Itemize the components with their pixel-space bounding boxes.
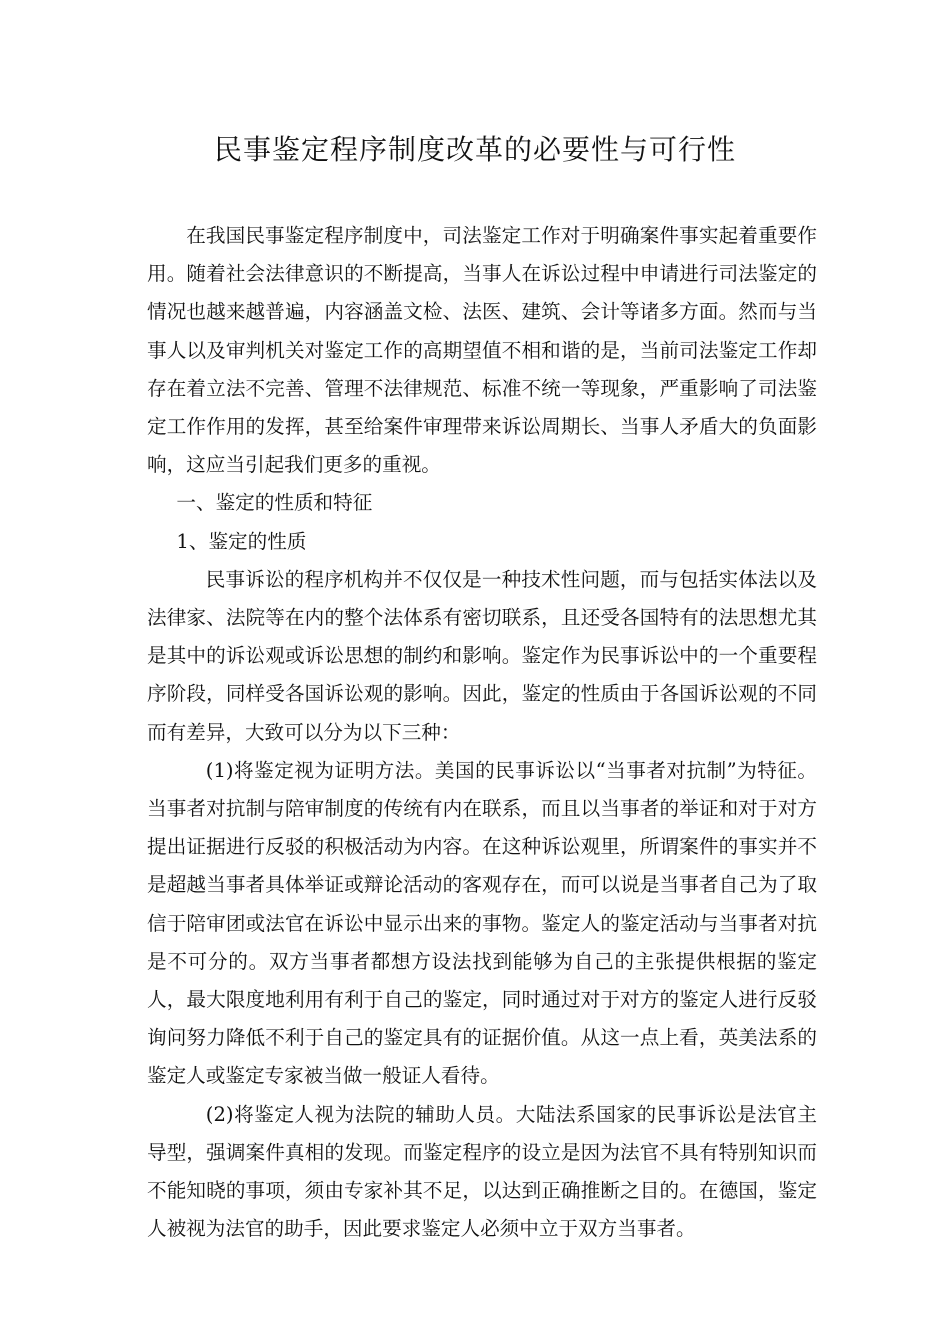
item-1-paragraph: (1)将鉴定视为证明方法。美国的民事诉讼以“当事者对抗制”为特征。当事者对抗制与陪审制度的传统有内在联系，而且以当事者的举证和对于对方提出证据进行反驳的积极活动为内容。在这种诉讼观里，所谓案件的事实并不是超越当事者具体举证或辩论活动的客观存在，而可以说是当事者自己为了取信于陪审团或法官在诉讼中显示出来的事物。鉴定人的鉴定活动与当事者对抗是不可分的。双方当事者都想方设法找到能够为自己的主张提供根据的鉴定人，最大限度地利用有利于自己的鉴定，同时通过对于对方的鉴定人进行反驳询问努力降低不利于自己的鉴定具有的证据价值。从这一点上看，英美法系的鉴定人或鉴定专家被当做一般证人看待。 [147, 758, 817, 1088]
document-title: 民事鉴定程序制度改革的必要性与可行性 [213, 133, 736, 166]
subsection-heading-1: 1、鉴定的性质 [176, 529, 307, 553]
intro-paragraph: 在我国民事鉴定程序制度中，司法鉴定工作对于明确案件事实起着重要作用。随着社会法律意识的不断提高，当事人在诉讼过程中申请进行司法鉴定的情况也越来越普遍，内容涵盖文检、法医、建筑、会计等诸多方面。然而与当事人以及审判机关对鉴定工作的高期望值不相和谐的是，当前司法鉴定工作却存在着立法不完善、管理不法律规范、标准不统一等现象，严重影响了司法鉴定工作作用的发挥，甚至给案件审理带来诉讼周期长、当事人矛盾大的负面影响，这应当引起我们更多的重视。 [147, 224, 817, 477]
section-heading-1: 一、鉴定的性质和特征 [176, 491, 373, 515]
item-2-paragraph: (2)将鉴定人视为法院的辅助人员。大陆法系国家的民事诉讼是法官主导型，强调案件真相的发现。而鉴定程序的设立是因为法官不具有特别知识而不能知晓的事项，须由专家补其不足，以达到正确推断之目的。在德国，鉴定人被视为法官的助手，因此要求鉴定人必须中立于双方当事者。 [147, 1102, 817, 1241]
document-body [147, 217, 817, 1248]
nature-paragraph: 民事诉讼的程序机构并不仅仅是一种技术性问题，而与包括实体法以及法律家、法院等在内的整个法体系有密切联系，且还受各国特有的法思想尤其是其中的诉讼观或诉讼思想的制约和影响。鉴定作为民事诉讼中的一个重要程序阶段，同样受各国诉讼观的影响。因此，鉴定的性质由于各国诉讼观的不同而有差异，大致可以分为以下三种： [147, 567, 817, 744]
